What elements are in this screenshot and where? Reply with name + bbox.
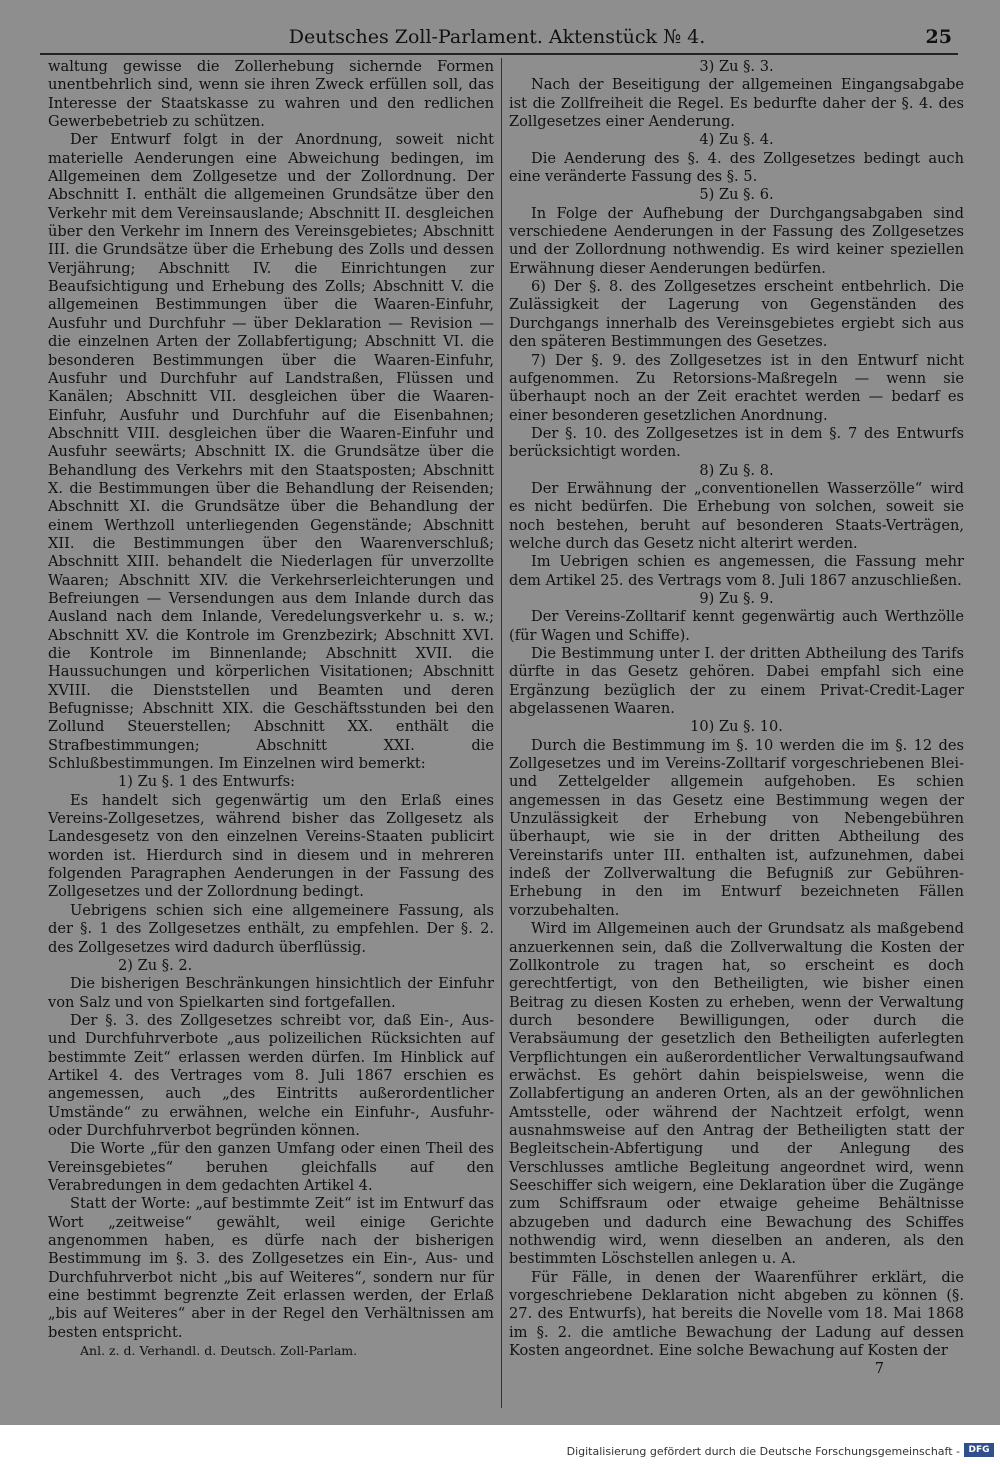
paragraph: Wird im Allgemeinen auch der Grundsatz als maßgebend anzuerkennen sein, daß die Zollverwaltung die Kosten der Zollkontrole zu tragen hat, so erscheint es doch gerechtfertigt, von den Betheiligten, wie bisher einen Beitrag zu diesen Kosten zu erheben, wenn der Verwaltung durch besondere Bewilligungen, oder durch die Verabsäumung der gesetzlich den Betheiligten auferlegten Verpflichtungen ein außerordentlicher Verwaltungsaufwand erwächst. Es gehört dahin beispielsweise, wenn die Zollabfertigung an anderen Orten, als an der gewöhnlichen Amtsstelle, oder während der Nachtzeit erfolgt, wenn ausnahmsweise auf den Antrag der Betheiligten statt der Begleitschein-Abfertigung und der Anlegung des Verschlusses amtliche Begleitung angeordnet wird, wenn Seeschiffer sich weigern, eine Deklaration über die Zugänge zum Schiffsraum oder etwaige geheime Behältnisse abzugeben und dadurch eine Bewachung des Schiffes nothwendig wird, wenn dieselben an anderen, als den bestimmten Löschstellen anlegen u. A. <box>509 920 964 1268</box>
paragraph: Uebrigens schien sich eine allgemeinere Fassung, als der §. 1 des Zollgesetzes enthält, zu empfehlen. Der §. 2. des Zollgesetzes wird dadurch überflüssig. <box>48 901 494 956</box>
signature-mark: 7 <box>874 1360 884 1378</box>
paragraph: Die Worte „für den ganzen Umfang oder einen Theil des Vereinsgebietes“ beruhen gleichfalls auf den Verabredungen in dem gedachten Artikel 4. <box>48 1140 494 1194</box>
right-column <box>509 58 964 1379</box>
section-heading: 4) Zu §. 4. <box>699 131 774 149</box>
paragraph: Es handelt sich gegenwärtig um den Erlaß eines Vereins-Zollgesetzes, während bisher das Zollgesetz als Landesgesetz von den einzelnen Vereins-Staaten publicirt worden ist. Hierdurch sind in diesem und in mehreren folgenden Paragraphen Aenderungen in der Fassung des Zollgesetzes und der Zollordnung bedingt. <box>48 791 494 901</box>
paragraph: Im Uebrigen schien es angemessen, die Fassung mehr dem Artikel 25. des Vertrags vom 8. Juli 1867 anzuschließen. <box>509 553 964 589</box>
paragraph: 6) Der §. 8. des Zollgesetzes erscheint entbehrlich. Die Zulässigkeit der Lagerung von Gegenständen des Durchgangs innerhalb des Vereinsgebietes ergiebt sich aus den späteren Bestimmungen des Gesetzes. <box>509 278 964 351</box>
section-heading: 8) Zu §. 8. <box>699 461 774 479</box>
section-heading: 2) Zu §. 2. <box>118 956 193 974</box>
paragraph: In Folge der Aufhebung der Durchgangsabgaben sind verschiedene Aenderungen in der Fassung des Zollgesetzes und der Zollordnung nothwendig. Es wird keiner speziellen Erwähnung dieser Aenderungen bedürfen. <box>509 204 964 277</box>
header-rule <box>40 53 958 55</box>
paragraph: Der Erwähnung der „conventionellen Wasserzölle“ wird es nicht bedürfen. Die Erhebung von solchen, soweit sie noch bestehen, beruht auf besonderen Staats-Verträgen, welche durch das Gesetz nicht alterirt werden. <box>509 479 964 552</box>
funding-credit: Digitalisierung gefördert durch die Deutsche Forschungsgemeinschaft - <box>566 1445 960 1458</box>
section-heading: 3) Zu §. 3. <box>699 58 774 75</box>
section-heading: 10) Zu §. 10. <box>690 718 783 736</box>
section-heading: 9) Zu §. 9. <box>699 589 774 607</box>
section-heading: 1) Zu §. 1 des Entwurfs: <box>118 773 295 791</box>
paragraph: waltung gewisse die Zollerhebung sichernde Formen unentbehrlich sind, wenn sie ihren Zweck erfüllen soll, das Interesse der Staatskasse zu wahren und den redlichen Gewerbebetrieb zu schützen. <box>48 58 494 131</box>
digitization-footer <box>0 1425 1000 1464</box>
footnote: Anl. z. d. Verhandl. d. Deutsch. Zoll-Parlam. <box>80 1343 358 1359</box>
paragraph: Die Bestimmung unter I. der dritten Abtheilung des Tarifs dürfte in das Gesetz gehören. Dabei empfahl sich eine Ergänzung bezüglich der zu einem Privat-Credit-Lager abgelassenen Waaren. <box>509 645 964 718</box>
paragraph: Durch die Bestimmung im §. 10 werden die im §. 12 des Zollgesetzes und im Vereins-Zolltarif vorgeschriebenen Blei- und Zettelgelder allgemein aufgehoben. Es schien angemessen in das Gesetz eine Bestimmung wegen der Unzulässigkeit der Erhebung von Nebengebühren überhaupt, wie sie in der dritten Abtheilung des Vereinstarifs unter III. enthalten ist, aufzunehmen, dabei indeß der Zollverwaltung die Befugniß zur Gebühren-Erhebung in den im Entwurf bezeichneten Fällen vorzubehalten. <box>509 736 964 919</box>
left-column <box>48 58 494 1360</box>
header-title: Deutsches Zoll-Parlament. Aktenstück № 4. <box>288 26 706 48</box>
paragraph: Die Aenderung des §. 4. des Zollgesetzes bedingt auch eine veränderte Fassung des §. 5. <box>509 149 964 186</box>
paragraph: Die bisherigen Beschränkungen hinsichtlich der Einfuhr von Salz und von Spielkarten sind fortgefallen. <box>48 975 494 1011</box>
paragraph: Der §. 3. des Zollgesetzes schreibt vor, daß Ein-, Aus- und Durchfuhrverbote „aus polizeilichen Rücksichten auf bestimmte Zeit“ erlassen werden dürfen. Im Hinblick auf Artikel 4. des Vertrages vom 8. Juli 1867 erschien es angemessen, auch „des Eintritts außerordentlicher Umstände“ zu erwähnen, welche ein Einfuhr-, Ausfuhr- oder Durchfuhrverbot begründen können. <box>48 1011 494 1139</box>
dfg-logo: DFG <box>964 1443 994 1457</box>
paragraph: Der §. 10. des Zollgesetzes ist in dem §. 7 des Entwurfs berücksichtigt worden. <box>509 424 964 461</box>
paragraph: Nach der Beseitigung der allgemeinen Eingangsabgabe ist die Zollfreiheit die Regel. Es bedurfte daher der §. 4. des Zollgesetzes einer Aenderung. <box>509 76 964 131</box>
section-heading: 5) Zu §. 6. <box>699 186 774 204</box>
paragraph: Der Entwurf folgt in der Anordnung, soweit nicht materielle Aenderungen eine Abweichung bedingen, im Allgemeinen dem Zollgesetze und der Zollordnung. Der Abschnitt I. enthält die allgemeinen Grundsätze über den Verkehr mit dem Vereinsauslande; Abschnitt II. desgleichen über den Verkehr im Innern des Vereinsgebietes; Abschnitt III. die Grundsätze über die Erhebung des Zolls und dessen Verjährung; Abschnitt IV. die Einrichtungen zur Beaufsichtigung und Erhebung des Zolls; Abschnitt V. die allgemeinen Bestimmungen über die Waaren-Einfuhr, Ausfuhr und Durchfuhr — über Deklaration — Revision — die einzelnen Arten der Zollabfertigung; Abschnitt VI. die besonderen Bestimmungen über die Waaren-Einfuhr, Ausfuhr und Durchfuhr auf Landstraßen, Flüssen und Kanälen; Abschnitt VII. desgleichen über die Waaren-Einfuhr, Ausfuhr und Durchfuhr auf die Eisenbahnen; Abschnitt VIII. desgleichen über die Waaren-Einfuhr und Ausfuhr seewärts; Abschnitt IX. die Grundsätze über die Behandlung des Verkehrs mit den Staatsposten; Abschnitt X. die Bestimmungen über die Behandlung der Reisenden; Abschnitt XI. die Grundsätze über die Behandlung der einem Werthzoll unterliegenden Gegenstände; Abschnitt XII. die Bestimmungen über den Waarenverschluß; Abschnitt XIII. behandelt die Niederlagen für unverzollte Waaren; Abschnitt XIV. die Verkehrserleichterungen und Befreiungen — Versendungen aus dem Inlande durch das Ausland nach dem Inlande, Veredelungsverkehr u. s. w.; Abschnitt XV. die Kontrole im Grenzbezirk; Abschnitt XVI. die Kontrole im Binnenlande; Abschnitt XVII. die Haussuchungen und körperlichen Visitationen; Abschnitt XVIII. die Dienststellen und Beamten und deren Befugnisse; Abschnitt XIX. die Geschäftsstunden bei den Zollund Steuerstellen; Abschnitt XX. enthält die Strafbestimmungen; Abschnitt XXI. die Schlußbestimmungen. Im Einzelnen wird bemerkt: <box>48 131 494 773</box>
page-number: 25 <box>925 26 952 48</box>
column-divider <box>501 58 502 1408</box>
paragraph: Statt der Worte: „auf bestimmte Zeit“ ist im Entwurf das Wort „zeitweise“ gewählt, weil einige Gerichte angenommen haben, es dürfe nach der bisherigen Bestimmung im §. 3. des Zollgesetzes ein Ein-, Aus- und Durchfuhrverbot nicht „bis auf Weiteres“, sondern nur für eine bestimmt begrenzte Zeit erlassen werden, der Erlaß „bis auf Weiteres“ aber in der Regel den Verhältnissen am besten entspricht. <box>48 1195 494 1341</box>
paragraph: Für Fälle, in denen der Waarenführer erklärt, die vorgeschriebene Deklaration nicht abgeben zu können (§. 27. des Entwurfs), hat bereits die Novelle vom 18. Mai 1868 im §. 2. die amtliche Bewachung der Ladung auf dessen Kosten angeordnet. Eine solche Bewachung auf Kosten der <box>509 1268 964 1360</box>
paragraph: 7) Der §. 9. des Zollgesetzes ist in den Entwurf nicht aufgenommen. Zu Retorsions-Maßregeln — wenn sie überhaupt noch an der Zeit erachtet werden — bedarf es einer besonderen gesetzlichen Anordnung. <box>509 351 964 424</box>
page-header <box>32 26 962 50</box>
paragraph: Der Vereins-Zolltarif kennt gegenwärtig auch Werthzölle (für Wagen und Schiffe). <box>509 608 964 644</box>
